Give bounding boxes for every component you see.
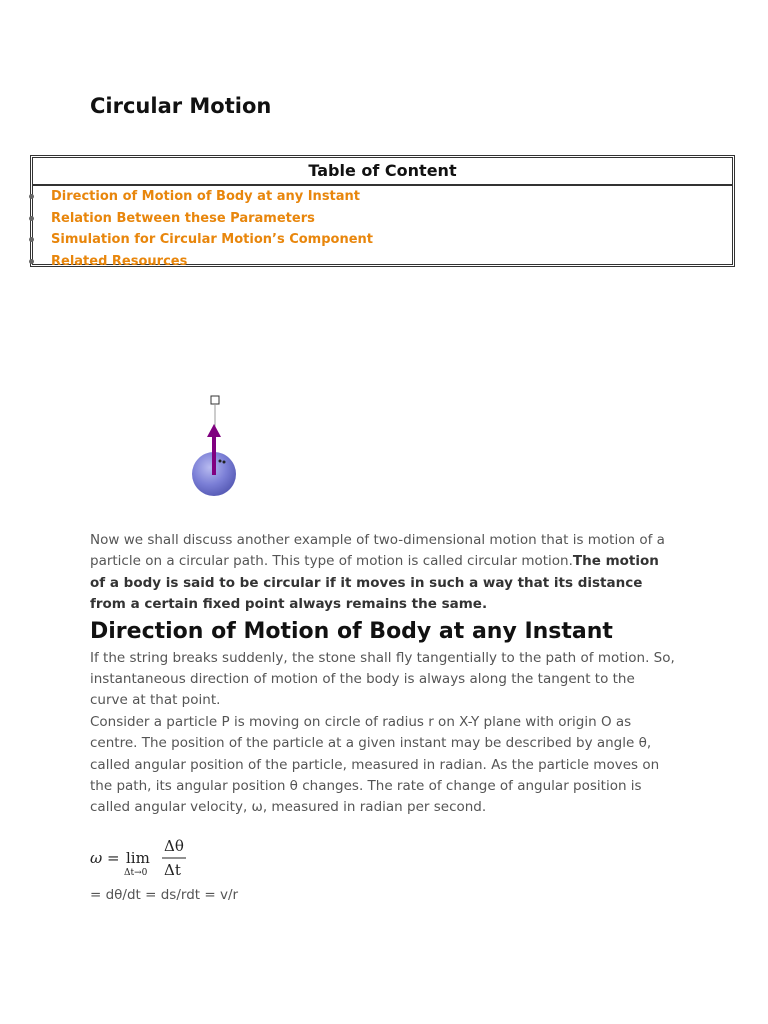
toc-link-label: Relation Between these Parameters <box>51 210 315 226</box>
toc-link-related-resources[interactable] <box>33 251 732 273</box>
ball-dot <box>223 461 226 464</box>
toc-link-direction-of-motion[interactable] <box>33 186 732 208</box>
toc-list <box>33 186 732 272</box>
toc-link-simulation[interactable] <box>33 229 732 251</box>
pivot-box <box>211 396 219 404</box>
formula-lim: lim <box>126 848 150 867</box>
bullet-icon <box>29 237 34 242</box>
ball-dot <box>219 460 222 463</box>
formula-numerator: Δθ <box>164 836 184 855</box>
angular-velocity-formula <box>90 835 675 885</box>
bullet-icon <box>29 216 34 221</box>
toc-link-label: Related Resources <box>51 253 188 269</box>
table-of-content <box>30 155 735 267</box>
toc-link-label: Simulation for Circular Motion’s Component <box>51 232 374 247</box>
section-heading: Direction of Motion of Body at any Instant <box>90 618 613 644</box>
intro-bold-text: The motion of a body is said to be circular if it moves in such a way that its distance from a certain fixed point always remains the same. <box>90 553 659 613</box>
formula-result: = dθ/dt = ds/rdt = v/r <box>90 886 239 903</box>
page-title: Circular Motion <box>90 94 272 118</box>
section-paragraph-1: If the string breaks suddenly, the stone shall fly tangentially to the path of motion. So, instantaneous direction of motion of the body is always along the tangent to the curve at that point. <box>90 649 675 709</box>
intro-text: Now we shall discuss another example of two-dimensional motion that is motion of a particle on a circular path. This type of motion is called circular motion. <box>90 532 665 570</box>
toc-link-relation-parameters[interactable] <box>33 208 732 230</box>
intro-paragraph <box>90 530 675 616</box>
toc-link-label: Direction of Motion of Body at any Instant <box>51 189 361 204</box>
toc-heading: Table of Content <box>33 158 732 186</box>
velocity-arrow-head <box>207 424 221 437</box>
formula-lim-subscript: Δt→0 <box>124 867 148 878</box>
bullet-icon <box>29 194 34 199</box>
formula-lhs: ω = <box>90 848 120 867</box>
formula-graphic <box>90 835 210 885</box>
bullet-icon <box>29 259 34 264</box>
formula-denominator: Δt <box>164 860 181 879</box>
circular-motion-simulation[interactable] <box>186 392 244 504</box>
article-content <box>90 530 675 906</box>
section-paragraph-2: Consider a particle P is moving on circle of radius r on X-Y plane with origin O as centre. The position of the particle at a given instant may be described by angle θ, called angular position of the particle, measured in radian. As the particle moves on the path, its angular position θ changes. The rate of change of angular position is called angular velocity, ω, measured in radian per second. <box>90 713 660 816</box>
